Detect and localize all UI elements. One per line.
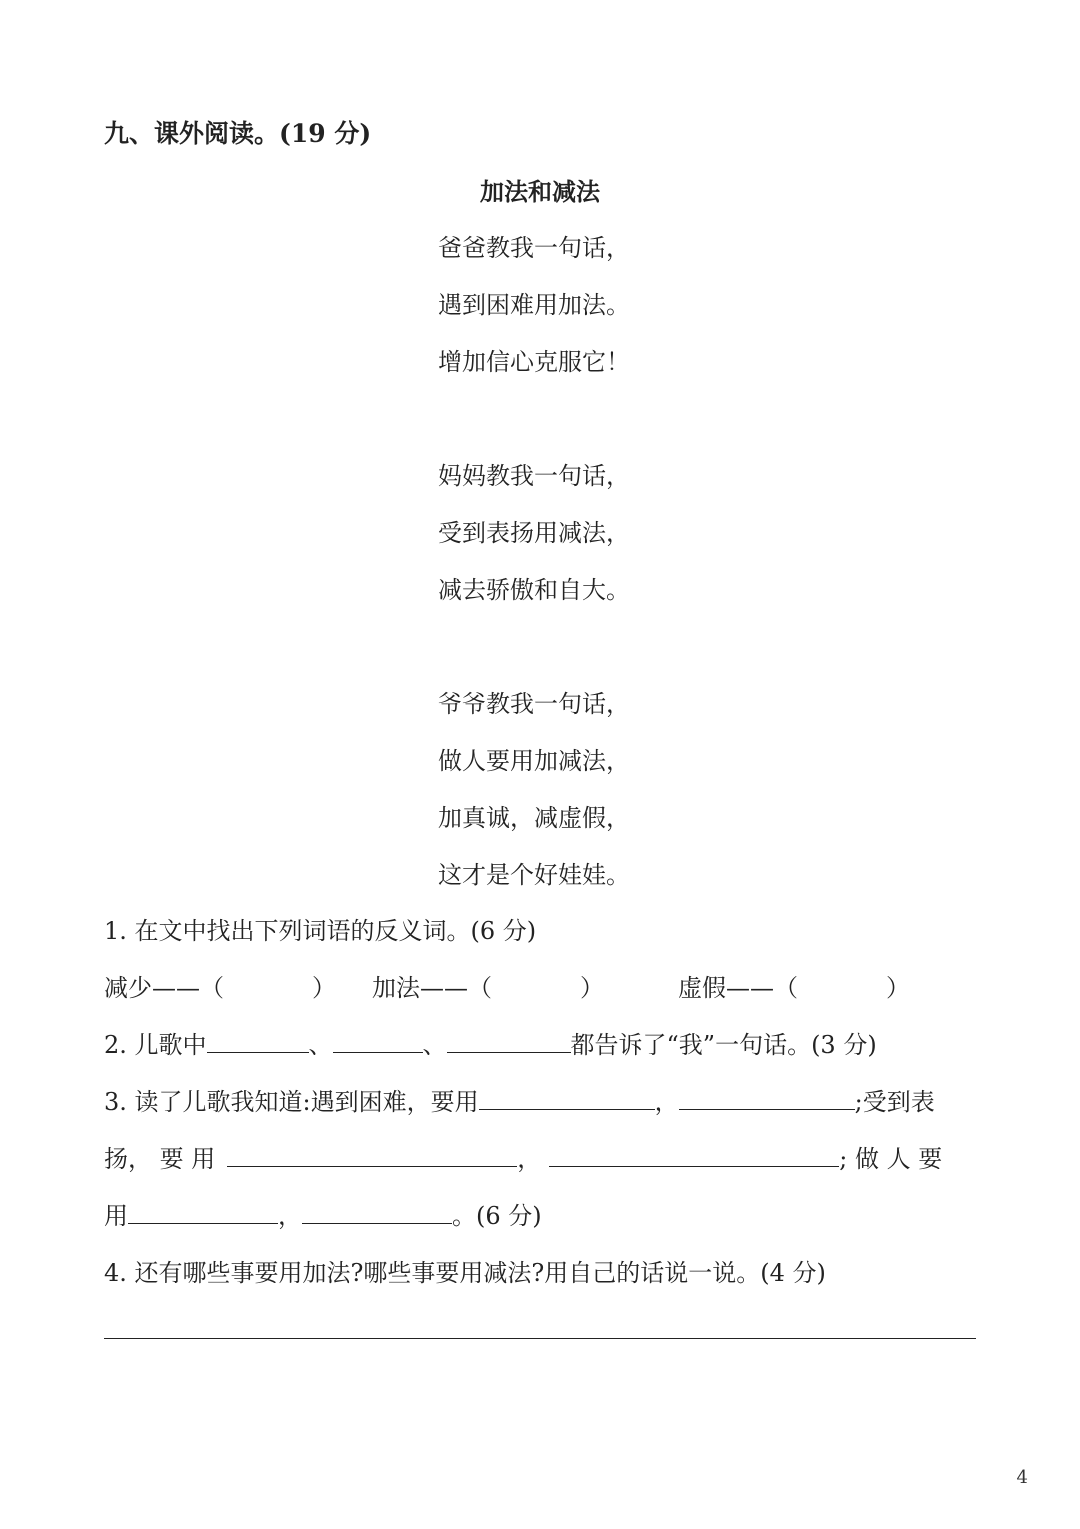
- answer-blank[interactable]: [302, 1197, 452, 1224]
- question-1: 1. 在文中找出下列词语的反义词。(6 分): [104, 917, 537, 945]
- q2-separator: 、: [308, 1031, 333, 1059]
- poem-line: 爸爸教我一句话，: [438, 234, 630, 262]
- antonym-item-2[interactable]: [372, 968, 604, 1008]
- answer-blank[interactable]: [333, 1026, 423, 1053]
- answer-blank[interactable]: [549, 1140, 839, 1167]
- question-3-line-2: [104, 1139, 942, 1179]
- question-4: 4. 还有哪些事要用加法?哪些事要用减法?用自己的话说一说。(4 分): [104, 1259, 826, 1287]
- q2-separator: 、: [422, 1031, 447, 1059]
- poem-line: 受到表扬用减法，: [438, 519, 630, 547]
- poem-line: 做人要用加减法，: [438, 747, 630, 775]
- q2-suffix: 都告诉了“我”一句话。(3 分): [570, 1031, 877, 1059]
- q3-comma: ，: [278, 1202, 302, 1230]
- q3-suffix: ; 做 人 要: [839, 1145, 943, 1173]
- q3-suffix: 。(6 分): [452, 1202, 542, 1230]
- antonym-word: 加法——（: [372, 974, 492, 1002]
- answer-blank[interactable]: [679, 1083, 855, 1110]
- answer-blank[interactable]: [128, 1197, 278, 1224]
- answer-blank[interactable]: [207, 1026, 309, 1053]
- poem-line: 减去骄傲和自大。: [438, 576, 630, 604]
- question-3-line-3: [104, 1196, 542, 1236]
- poem-line: 这才是个好娃娃。: [438, 861, 630, 889]
- poem-line: 加真诚，减虚假，: [438, 804, 630, 832]
- answer-blank[interactable]: [479, 1083, 655, 1110]
- q3-suffix: ;受到表: [854, 1088, 935, 1116]
- antonym-item-1[interactable]: [104, 968, 336, 1008]
- answer-line[interactable]: [104, 1338, 976, 1339]
- antonym-item-3[interactable]: [678, 968, 910, 1008]
- q3-comma: ，: [517, 1145, 542, 1173]
- paren-close: ）: [312, 974, 336, 1002]
- paren-close: ）: [580, 974, 604, 1002]
- poem-line: 妈妈教我一句话，: [438, 462, 630, 490]
- antonym-word: 虚假——（: [678, 974, 798, 1002]
- section-title: 九、课外阅读。(19 分): [104, 119, 372, 148]
- antonym-word: 减少——（: [104, 974, 224, 1002]
- poem-line: 增加信心克服它！: [438, 348, 630, 376]
- question-3-line-1: [104, 1082, 935, 1122]
- page-number: 4: [1016, 1467, 1028, 1488]
- answer-blank[interactable]: [227, 1140, 517, 1167]
- q3-prefix: 用: [104, 1202, 128, 1230]
- q2-prefix: 2. 儿歌中: [104, 1031, 207, 1059]
- q3-comma: ，: [654, 1088, 679, 1116]
- poem-line: 爷爷教我一句话，: [438, 690, 630, 718]
- q3-prefix: 3. 读了儿歌我知道:遇到困难，要用: [104, 1088, 479, 1116]
- answer-blank[interactable]: [447, 1026, 571, 1053]
- poem-line: 遇到困难用加法。: [438, 291, 630, 319]
- poem-title: 加法和减法: [480, 177, 600, 206]
- paren-close: ）: [886, 974, 910, 1002]
- question-2: [104, 1025, 877, 1065]
- q3-prefix: 扬， 要 用: [104, 1145, 216, 1173]
